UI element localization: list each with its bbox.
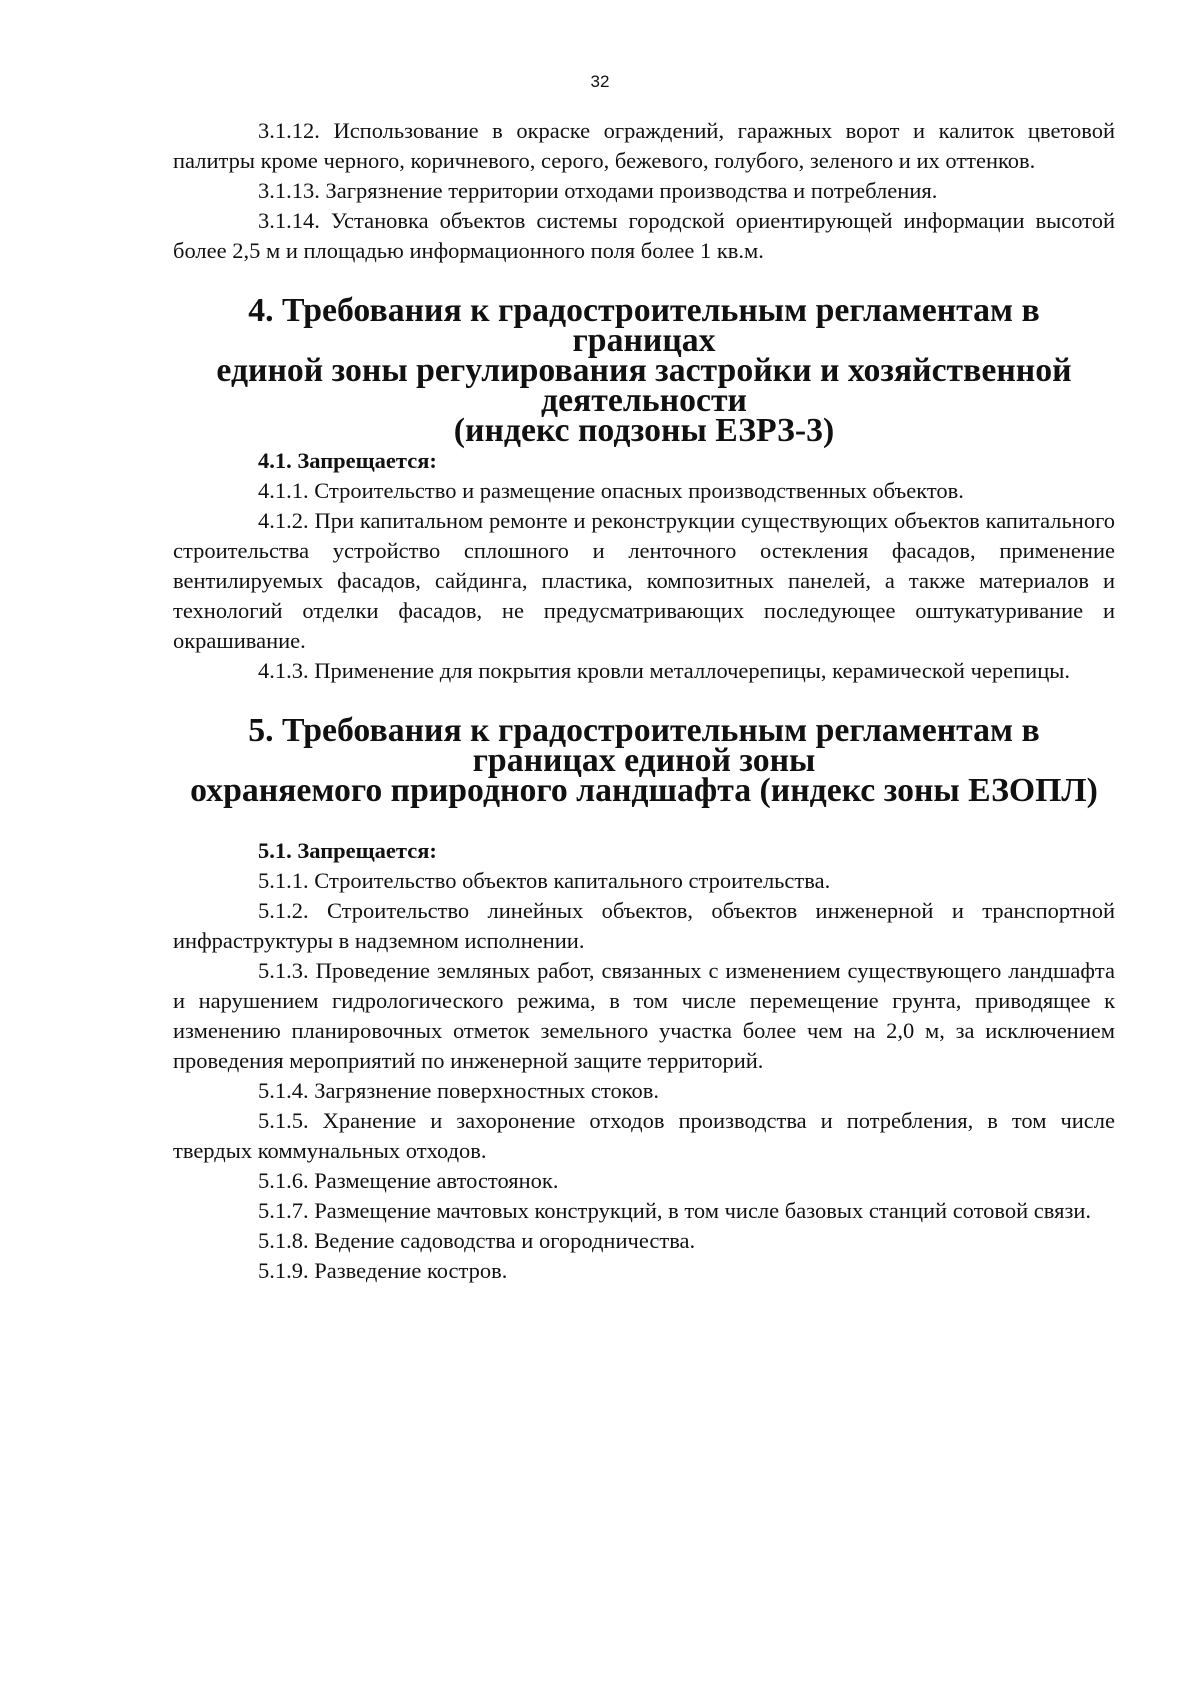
section-5-title-line: 5. Требования к градостроительным регламентам в границах единой зоны: [248, 712, 1040, 779]
section-5-title-line: охраняемого природного ландшафта (индекс зоны ЕЗОПЛ): [190, 772, 1098, 809]
paragraph-5-1-5: 5.1.5. Хранение и захоронение отходов производства и потребления, в том числе твердых коммунальных отходов.: [173, 1108, 1115, 1163]
paragraph-5-1-6: 5.1.6. Размещение автостоянок.: [258, 1168, 559, 1193]
paragraph-3-1-12: 3.1.12. Использование в окраске ограждений, гаражных ворот и калиток цветовой палитры кроме черного, коричневого, серого, бежевого, голубого, зеленого и их оттенков.: [173, 118, 1115, 173]
paragraph-3-1-13: 3.1.13. Загрязнение территории отходами производства и потребления.: [258, 178, 938, 203]
document-body: [173, 116, 1115, 1286]
spacer: [173, 806, 1115, 836]
paragraph-5-1-1: 5.1.1. Строительство объектов капитального строительства.: [258, 868, 831, 893]
paragraph-4-1-2: 4.1.2. При капитальном ремонте и реконструкции существующих объектов капитального строительства устройство сплошного и ленточного остекления фасадов, применение вентилируемых фасадов, сайдинга, пластика, композитных панелей, а также материалов и технологий отделки фасадов, не предусматривающих последующее оштукатуривание и окрашивание.: [173, 508, 1115, 653]
section-4-title: [173, 292, 1115, 449]
section-4-title-line: (индекс подзоны ЕЗРЗ-3): [453, 412, 835, 449]
paragraph-4-1-3: 4.1.3. Применение для покрытия кровли металлочерепицы, керамической черепицы.: [258, 658, 1070, 683]
paragraph-4-1-1: 4.1.1. Строительство и размещение опасных производственных объектов.: [258, 478, 964, 503]
page-number: 32: [590, 72, 610, 91]
paragraph-5-1-9: 5.1.9. Разведение костров.: [258, 1258, 508, 1283]
paragraph-5-1-3: 5.1.3. Проведение земляных работ, связанных с изменением существующего ландшафта и нарушением гидрологического режима, в том числе перемещение грунта, приводящее к изменению планировочных отметок земельного участка более чем на 2,0 м, за исключением проведения мероприятий по инженерной защите территорий.: [173, 958, 1115, 1073]
section-5-title: [173, 712, 1115, 809]
section-4-title-line: 4. Требования к градостроительным регламентам в границах: [248, 292, 1040, 359]
paragraph-5-1-8: 5.1.8. Ведение садоводства и огородничества.: [258, 1228, 696, 1253]
section-4-title-line: единой зоны регулирования застройки и хозяйственной деятельности: [216, 352, 1072, 419]
section-5-subheading: 5.1. Запрещается:: [258, 838, 437, 863]
paragraph-5-1-4: 5.1.4. Загрязнение поверхностных стоков.: [258, 1078, 659, 1103]
paragraph-3-1-14: 3.1.14. Установка объектов системы городской ориентирующей информации высотой более 2,5 м и площадью информационного поля более 1 кв.м.: [173, 208, 1115, 263]
paragraph-5-1-7: 5.1.7. Размещение мачтовых конструкций, в том числе базовых станций сотовой связи.: [258, 1198, 1092, 1223]
section-4-subheading: 4.1. Запрещается:: [258, 448, 437, 473]
paragraph-5-1-2: 5.1.2. Строительство линейных объектов, объектов инженерной и транспортной инфраструктуры в надземном исполнении.: [173, 898, 1115, 953]
